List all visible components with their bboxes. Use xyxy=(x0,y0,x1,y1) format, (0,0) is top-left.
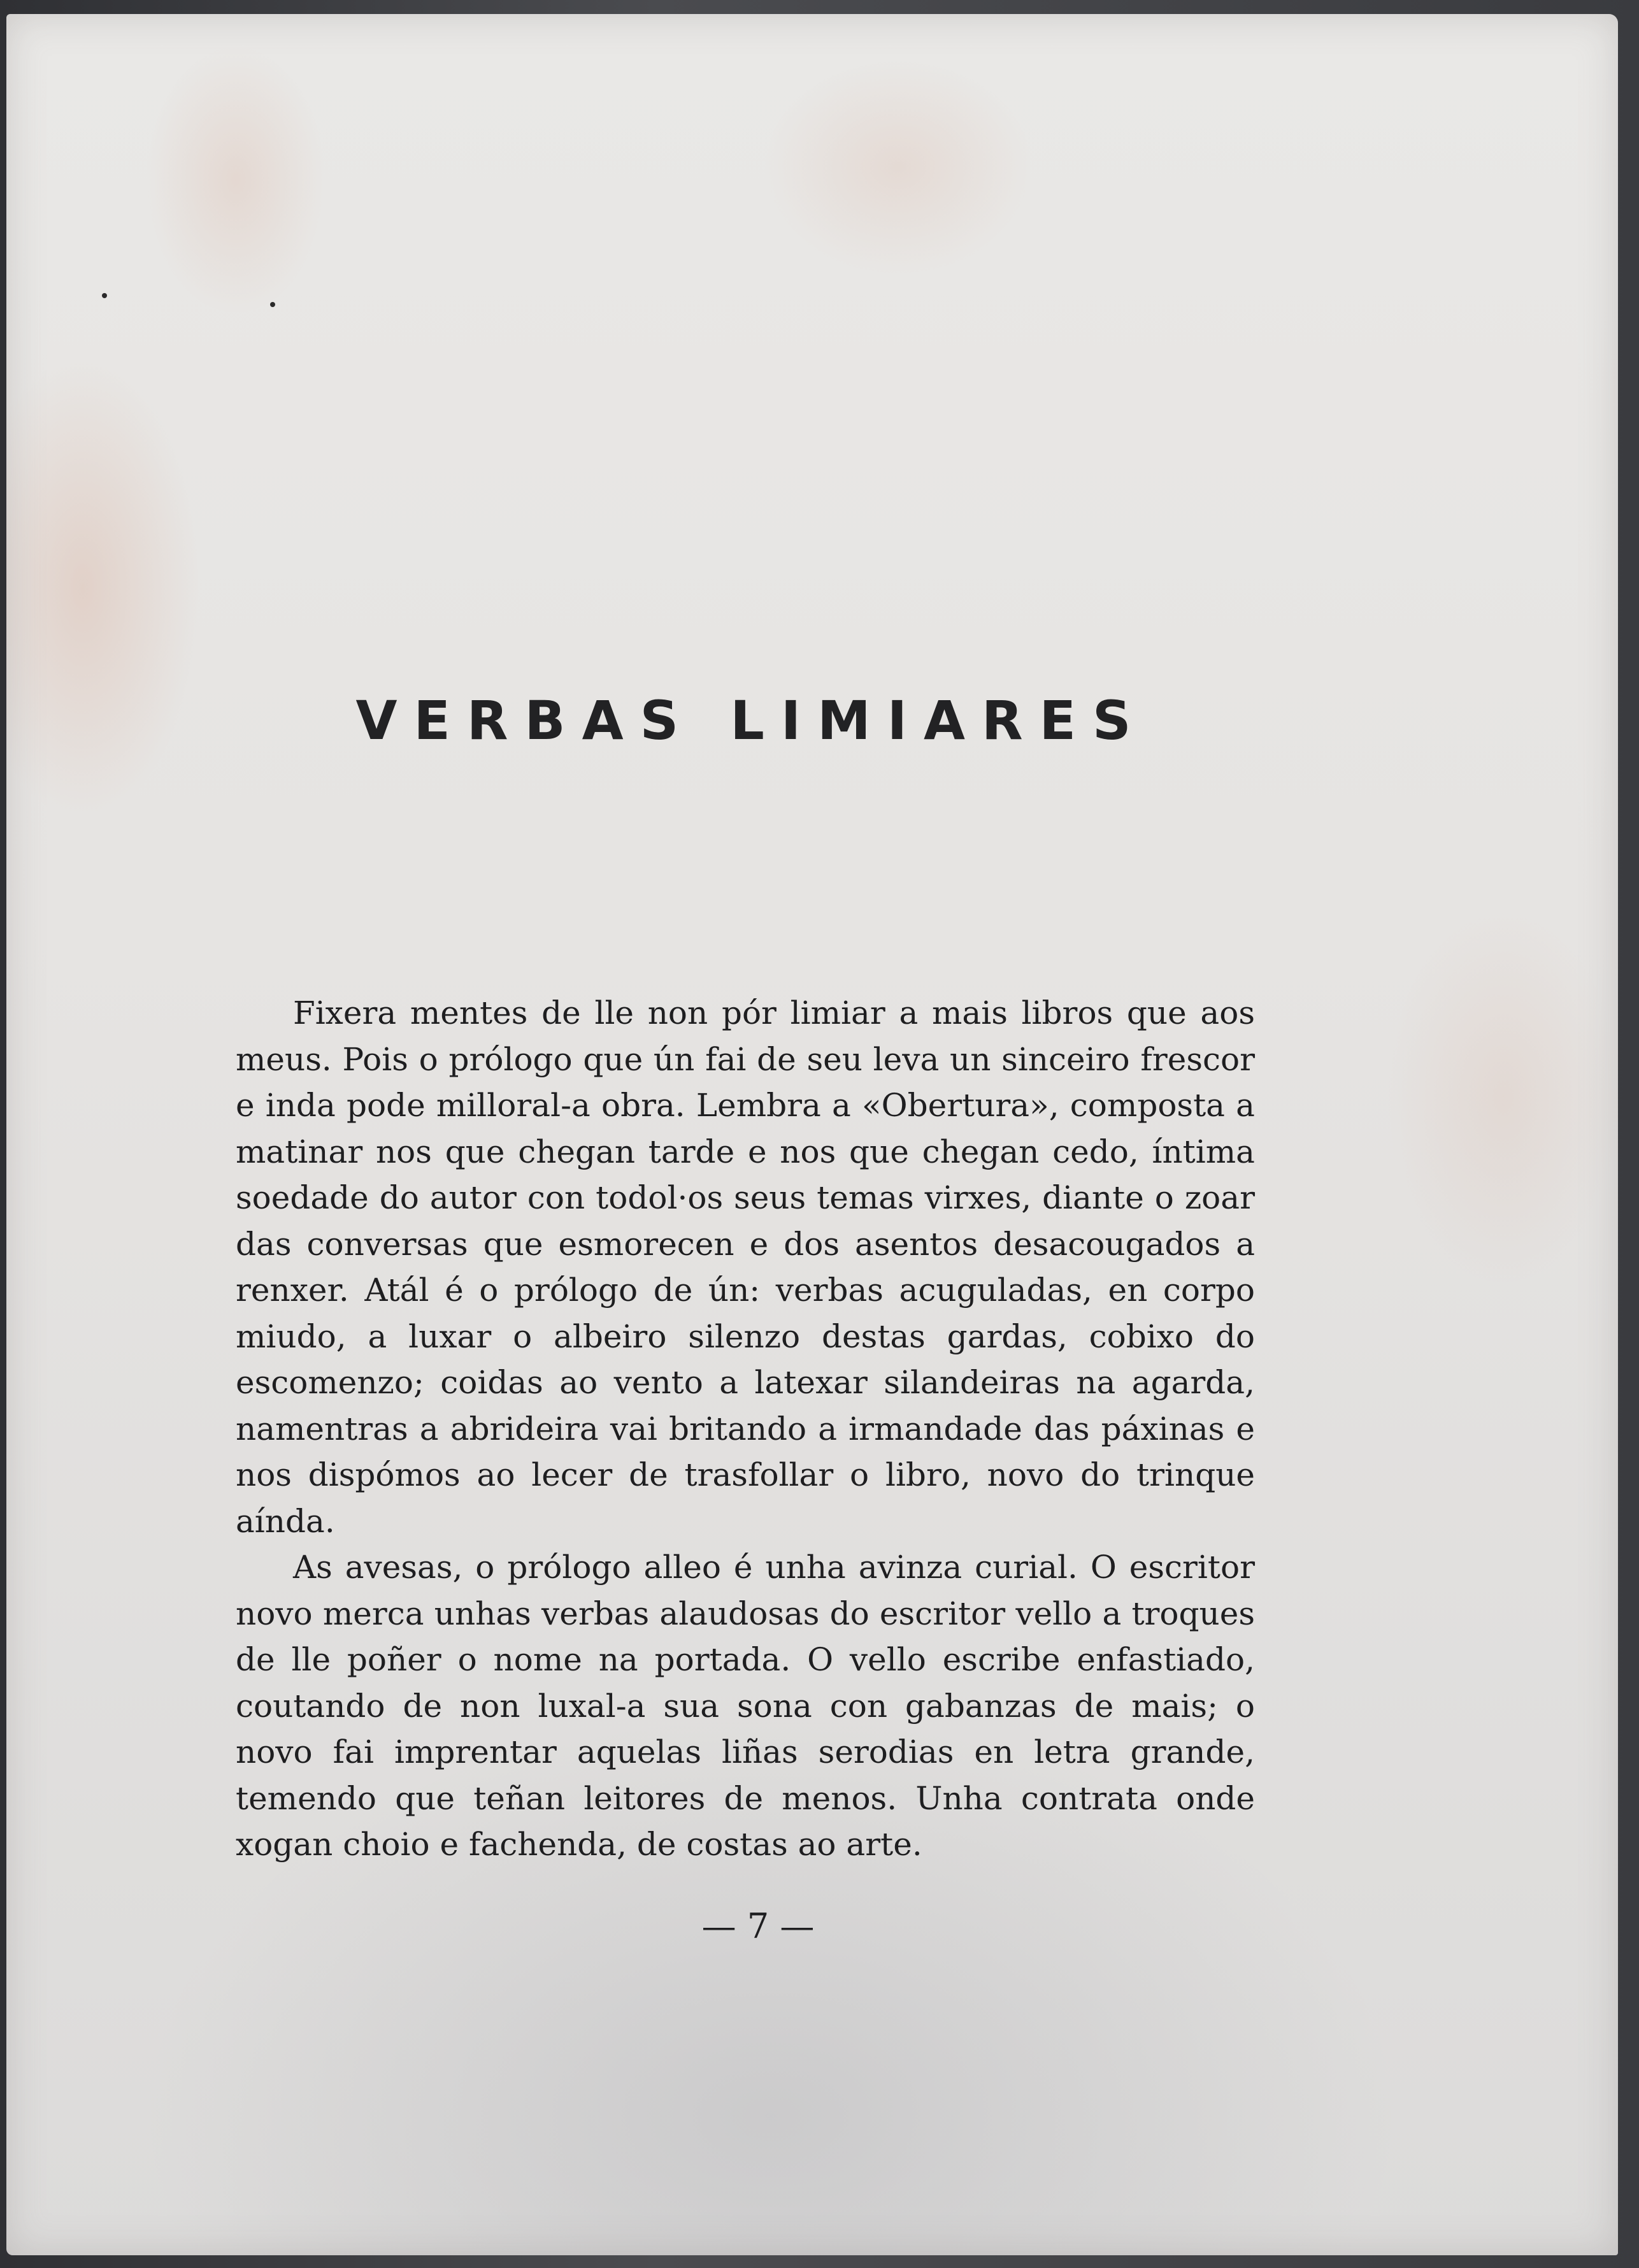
book-page xyxy=(6,14,1618,2255)
page-heading: VERBAS LIMIARES xyxy=(355,689,1148,752)
ink-speck xyxy=(102,293,107,298)
ink-speck xyxy=(270,302,275,307)
body-text xyxy=(236,990,1255,1868)
paragraph-2: As avesas, o prólogo alleo é unha avinza curial. O escritor novo merca unhas verbas alaudosas do escritor vello a troques de lle poñer o nome na portada. O vello escribe enfastiado, coutando de non luxal-a sua sona con gabanzas de mais; o novo fai imprentar aquelas liñas serodias en letra grande, temendo que teñan leitores de menos. Unha contrata onde xogan choio e fachenda, de costas ao arte. xyxy=(236,1549,1255,1863)
page-number: — 7 — xyxy=(701,1906,815,1946)
paragraph-1: Fixera mentes de lle non pór limiar a mais libros que aos meus. Pois o prólogo que ún fai de seu leva un sinceiro frescor e inda pode milloral-a obra. Lembra a «Obertura», composta a matinar nos que chegan tarde e nos que chegan cedo, íntima soedade do autor con todol·os seus temas virxes, diante o zoar das conversas que esmorecen e dos asentos desacougados a renxer. Atál é o prólogo de ún: verbas acuguladas, en corpo miudo, a luxar o albeiro silenzo destas gardas, cobixo do escomenzo; coidas ao vento a latexar silandeiras na agarda, namentras a abrideira vai britando a irmandade das páxinas e nos dispómos ao lecer de trasfollar o libro, novo do trinque aínda. xyxy=(236,994,1255,1540)
